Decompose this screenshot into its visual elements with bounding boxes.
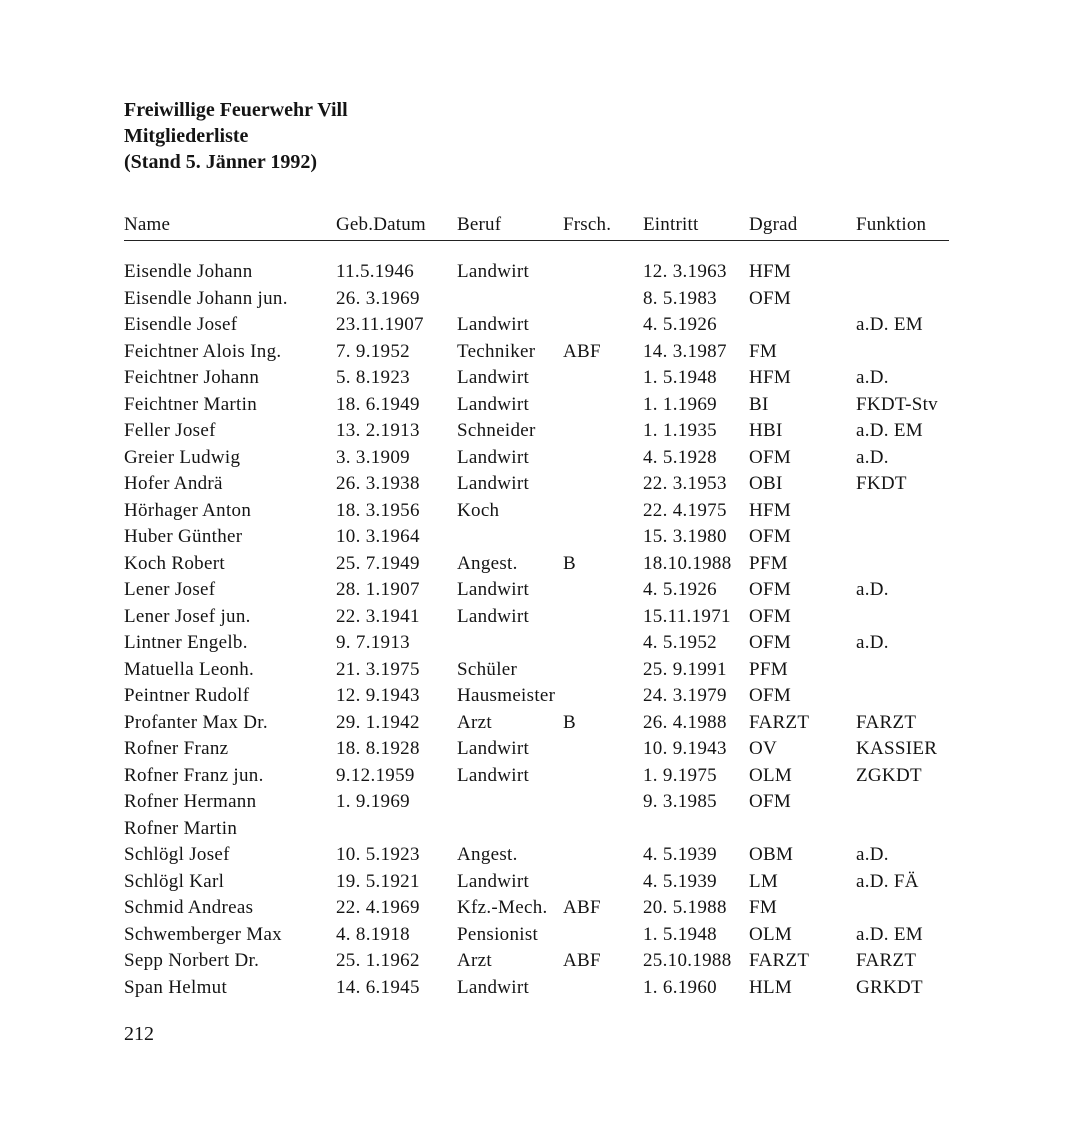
cell-entry-date: 24. 3.1979 [643, 685, 727, 706]
cell-license [563, 445, 643, 472]
cell-birthdate [336, 816, 457, 843]
cell-birthdate: 4. 8.1918 [336, 923, 410, 945]
cell-rank: OFM [749, 605, 792, 627]
cell-occupation: Landwirt [457, 738, 530, 759]
cell-rank: HFM [749, 261, 792, 282]
cell-function [856, 286, 949, 313]
table-row [124, 498, 949, 525]
cell-birthdate: 26. 3.1938 [336, 473, 420, 494]
cell-birthdate: 3. 3.1909 [336, 446, 410, 468]
cell-name: Lener Josef [124, 579, 216, 600]
cell-birthdate: 19. 5.1921 [336, 870, 420, 892]
cell-occupation: Landwirt [457, 314, 530, 335]
cell-license [563, 392, 643, 419]
cell-rank: HFM [749, 367, 792, 388]
column-header-function: Funktion [856, 214, 927, 235]
cell-rank: OLM [749, 923, 793, 945]
cell-name: Feichtner Alois Ing. [124, 340, 282, 362]
cell-occupation: Hausmeister [457, 685, 556, 706]
cell-rank: BI [749, 393, 769, 415]
cell-name: Eisendle Johann [124, 261, 253, 282]
cell-rank: OFM [749, 685, 792, 706]
table-row [124, 286, 949, 313]
cell-function [856, 789, 949, 816]
cell-function: FKDT [856, 473, 907, 494]
cell-name: Lener Josef jun. [124, 605, 251, 627]
cell-rank: PFM [749, 552, 788, 574]
cell-license: B [563, 552, 576, 574]
cell-rank: FARZT [749, 950, 810, 971]
cell-name: Rofner Franz [124, 738, 229, 759]
cell-birthdate: 23.11.1907 [336, 314, 424, 335]
cell-rank: FM [749, 340, 778, 362]
cell-occupation: Landwirt [457, 367, 530, 388]
table-row [124, 657, 949, 684]
cell-license [563, 789, 643, 816]
cell-license [563, 736, 643, 763]
cell-occupation: Arzt [457, 711, 492, 733]
cell-name: Hörhager Anton [124, 499, 252, 521]
column-header-birthdate: Geb.Datum [336, 214, 426, 235]
cell-function: KASSIER [856, 738, 938, 759]
cell-rank: OBM [749, 844, 794, 865]
cell-rank [749, 816, 856, 843]
cell-license [563, 286, 643, 313]
table-row [124, 895, 949, 922]
cell-occupation: Landwirt [457, 976, 530, 998]
cell-function [856, 604, 949, 631]
cell-function [856, 498, 949, 525]
cell-occupation: Landwirt [457, 605, 530, 627]
cell-entry-date: 1. 6.1960 [643, 976, 717, 998]
cell-birthdate: 25. 7.1949 [336, 552, 420, 574]
cell-license [563, 604, 643, 631]
cell-license [563, 365, 643, 392]
table-row [124, 577, 949, 604]
table-row [124, 365, 949, 392]
cell-license: ABF [563, 897, 601, 918]
cell-birthdate: 21. 3.1975 [336, 658, 420, 680]
cell-name: Feichtner Martin [124, 393, 258, 415]
cell-rank: OFM [749, 791, 792, 812]
cell-name: Schmid Andreas [124, 897, 254, 918]
cell-entry-date: 14. 3.1987 [643, 340, 727, 362]
page-number: 212 [124, 1023, 154, 1045]
cell-occupation: Landwirt [457, 870, 530, 892]
cell-occupation: Angest. [457, 552, 518, 574]
cell-rank: FM [749, 897, 778, 918]
cell-function: a.D. FÄ [856, 870, 919, 892]
column-header-entry-date: Eintritt [643, 214, 699, 235]
cell-license [563, 657, 643, 684]
heading-line-1: Freiwillige Feuerwehr Vill [124, 99, 348, 121]
cell-function [856, 241, 949, 286]
cell-entry-date: 1. 5.1948 [643, 367, 717, 388]
cell-license [563, 922, 643, 949]
cell-entry-date: 15. 3.1980 [643, 526, 727, 547]
cell-entry-date: 1. 1.1969 [643, 393, 717, 415]
cell-birthdate: 18. 6.1949 [336, 393, 420, 415]
table-body [124, 241, 949, 1002]
cell-occupation [457, 816, 563, 843]
cell-function: FARZT [856, 711, 917, 733]
cell-license [563, 241, 643, 286]
cell-entry-date: 22. 3.1953 [643, 473, 727, 494]
cell-function: a.D. [856, 367, 889, 388]
cell-rank: OBI [749, 473, 783, 494]
table-header-row [124, 210, 949, 241]
table-row [124, 948, 949, 975]
cell-license [563, 683, 643, 710]
cell-name: Hofer Andrä [124, 473, 223, 494]
cell-name: Eisendle Johann jun. [124, 287, 288, 309]
column-header-rank: Dgrad [749, 214, 798, 235]
cell-birthdate: 10. 5.1923 [336, 844, 420, 865]
cell-rank: HBI [749, 420, 783, 441]
table-row [124, 630, 949, 657]
table-row [124, 604, 949, 631]
cell-function [856, 683, 949, 710]
cell-occupation: Schneider [457, 420, 536, 441]
cell-entry-date: 4. 5.1952 [643, 632, 717, 653]
table-row [124, 241, 949, 286]
cell-rank [749, 312, 856, 339]
cell-birthdate: 1. 9.1969 [336, 791, 410, 812]
cell-license [563, 816, 643, 843]
cell-name: Peintner Rudolf [124, 685, 250, 706]
cell-license [563, 312, 643, 339]
cell-name: Rofner Hermann [124, 791, 257, 812]
cell-rank: HLM [749, 976, 793, 998]
cell-name: Eisendle Josef [124, 314, 238, 335]
cell-birthdate: 18. 3.1956 [336, 499, 420, 521]
cell-license [563, 524, 643, 551]
cell-name: Feller Josef [124, 420, 216, 441]
table-row [124, 445, 949, 472]
cell-rank: LM [749, 870, 779, 892]
cell-function [856, 816, 949, 843]
table-row [124, 842, 949, 869]
table-row [124, 551, 949, 578]
cell-rank: OFM [749, 526, 792, 547]
cell-name: Schwemberger Max [124, 923, 282, 945]
cell-birthdate: 13. 2.1913 [336, 420, 420, 441]
member-table [124, 210, 949, 1001]
cell-rank: OFM [749, 632, 792, 653]
cell-function: FKDT-Stv [856, 393, 938, 415]
table-row [124, 339, 949, 366]
table-row [124, 392, 949, 419]
cell-name: Sepp Norbert Dr. [124, 950, 260, 971]
cell-license: B [563, 711, 576, 733]
cell-occupation: Landwirt [457, 579, 530, 600]
table-row [124, 683, 949, 710]
cell-name: Koch Robert [124, 552, 225, 574]
cell-entry-date: 4. 5.1939 [643, 844, 717, 865]
cell-entry-date: 4. 5.1939 [643, 870, 717, 892]
cell-entry-date: 25.10.1988 [643, 950, 732, 971]
cell-birthdate: 5. 8.1923 [336, 367, 410, 388]
table-row [124, 789, 949, 816]
cell-entry-date: 9. 3.1985 [643, 791, 717, 812]
cell-name: Rofner Martin [124, 817, 238, 839]
cell-entry-date: 8. 5.1983 [643, 287, 717, 309]
cell-entry-date: 1. 9.1975 [643, 764, 717, 786]
cell-birthdate: 26. 3.1969 [336, 287, 420, 309]
cell-birthdate: 12. 9.1943 [336, 685, 420, 706]
table-row [124, 710, 949, 737]
cell-function: a.D. EM [856, 923, 924, 945]
cell-function: a.D. [856, 446, 889, 468]
cell-function: a.D. EM [856, 314, 924, 335]
cell-function [856, 339, 949, 366]
cell-occupation [457, 286, 563, 313]
cell-name: Lintner Engelb. [124, 632, 248, 653]
cell-function: GRKDT [856, 976, 923, 998]
cell-occupation: Pensionist [457, 923, 539, 945]
heading-line-3: (Stand 5. Jänner 1992) [124, 151, 317, 173]
cell-birthdate: 29. 1.1942 [336, 711, 420, 733]
cell-rank: OFM [749, 287, 792, 309]
cell-name: Feichtner Johann [124, 367, 260, 388]
cell-function: a.D. [856, 844, 889, 865]
cell-rank: OLM [749, 764, 793, 786]
cell-name: Matuella Leonh. [124, 658, 255, 680]
cell-entry-date: 15.11.1971 [643, 605, 731, 627]
cell-occupation: Schüler [457, 658, 518, 680]
cell-function [856, 895, 949, 922]
cell-entry-date: 18.10.1988 [643, 552, 732, 574]
cell-birthdate: 9. 7.1913 [336, 632, 410, 653]
cell-function: FARZT [856, 950, 917, 971]
table-row [124, 763, 949, 790]
cell-function [856, 657, 949, 684]
table-row [124, 524, 949, 551]
member-table-container [124, 210, 949, 1001]
table-row [124, 975, 949, 1002]
cell-occupation: Landwirt [457, 261, 530, 282]
cell-entry-date: 4. 5.1928 [643, 446, 717, 468]
cell-birthdate: 9.12.1959 [336, 764, 415, 786]
cell-rank: OFM [749, 579, 792, 600]
cell-license [563, 630, 643, 657]
cell-license [563, 975, 643, 1002]
cell-name: Span Helmut [124, 976, 228, 998]
cell-birthdate: 11.5.1946 [336, 261, 414, 282]
cell-birthdate: 14. 6.1945 [336, 976, 420, 998]
cell-birthdate: 22. 3.1941 [336, 605, 420, 627]
cell-occupation [457, 789, 563, 816]
cell-occupation [457, 524, 563, 551]
table-row [124, 736, 949, 763]
cell-name: Profanter Max Dr. [124, 711, 268, 733]
cell-name: Greier Ludwig [124, 446, 241, 468]
cell-entry-date: 20. 5.1988 [643, 897, 727, 918]
cell-occupation: Landwirt [457, 446, 530, 468]
cell-function: a.D. [856, 632, 889, 653]
cell-entry-date: 26. 4.1988 [643, 711, 727, 733]
cell-name: Schlögl Josef [124, 844, 230, 865]
table-row [124, 922, 949, 949]
cell-birthdate: 7. 9.1952 [336, 340, 410, 362]
cell-occupation: Techniker [457, 340, 536, 362]
cell-rank: FARZT [749, 711, 810, 733]
cell-entry-date: 25. 9.1991 [643, 658, 727, 680]
cell-entry-date: 4. 5.1926 [643, 579, 717, 600]
document-heading [124, 97, 348, 175]
cell-entry-date [643, 816, 749, 843]
cell-occupation: Landwirt [457, 393, 530, 415]
cell-entry-date: 1. 1.1935 [643, 420, 717, 441]
cell-occupation [457, 630, 563, 657]
table-row [124, 816, 949, 843]
heading-line-2: Mitgliederliste [124, 125, 249, 147]
cell-occupation: Landwirt [457, 473, 530, 494]
table-row [124, 418, 949, 445]
table-row [124, 312, 949, 339]
cell-name: Rofner Franz jun. [124, 764, 264, 786]
cell-name: Schlögl Karl [124, 870, 225, 892]
table-row [124, 471, 949, 498]
cell-license [563, 577, 643, 604]
cell-occupation: Kfz.-Mech. [457, 897, 548, 918]
cell-license: ABF [563, 950, 601, 971]
cell-rank: PFM [749, 658, 788, 680]
cell-function: a.D. EM [856, 420, 924, 441]
cell-function: a.D. [856, 579, 889, 600]
cell-license [563, 842, 643, 869]
cell-birthdate: 22. 4.1969 [336, 897, 420, 918]
cell-license [563, 498, 643, 525]
cell-function: ZGKDT [856, 764, 922, 786]
cell-entry-date: 12. 3.1963 [643, 261, 727, 282]
cell-license [563, 471, 643, 498]
cell-function [856, 524, 949, 551]
cell-birthdate: 28. 1.1907 [336, 579, 420, 600]
table-row [124, 869, 949, 896]
cell-occupation: Angest. [457, 844, 518, 865]
cell-entry-date: 22. 4.1975 [643, 499, 727, 521]
cell-rank: HFM [749, 499, 792, 521]
cell-birthdate: 25. 1.1962 [336, 950, 420, 971]
cell-entry-date: 1. 5.1948 [643, 923, 717, 945]
cell-occupation: Arzt [457, 950, 492, 971]
cell-entry-date: 10. 9.1943 [643, 738, 727, 759]
cell-occupation: Landwirt [457, 764, 530, 786]
cell-birthdate: 18. 8.1928 [336, 738, 420, 759]
cell-license [563, 418, 643, 445]
cell-entry-date: 4. 5.1926 [643, 314, 717, 335]
cell-license: ABF [563, 340, 601, 362]
column-header-name: Name [124, 214, 171, 235]
cell-function [856, 551, 949, 578]
cell-birthdate: 10. 3.1964 [336, 526, 420, 547]
cell-license [563, 763, 643, 790]
cell-rank: OV [749, 738, 778, 759]
cell-occupation: Koch [457, 499, 500, 521]
cell-rank: OFM [749, 446, 792, 468]
cell-license [563, 869, 643, 896]
column-header-occupation: Beruf [457, 214, 502, 235]
cell-name: Huber Günther [124, 526, 243, 547]
column-header-license: Frsch. [563, 214, 612, 235]
